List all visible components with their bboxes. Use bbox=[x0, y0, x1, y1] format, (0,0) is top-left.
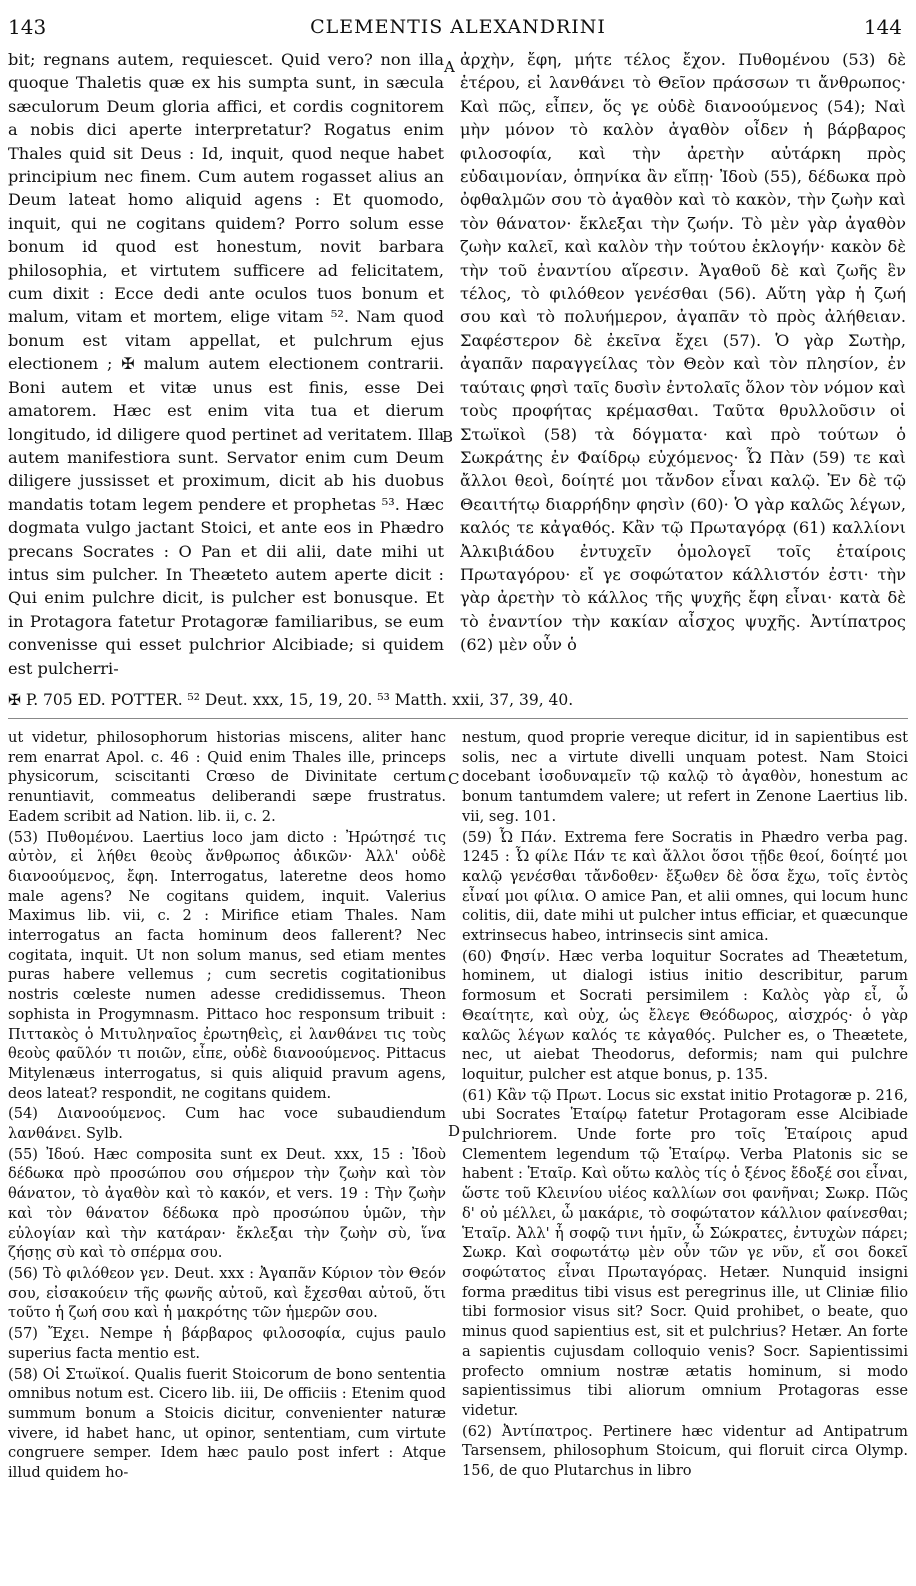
note-paragraph: (59) Ὦ Πάν. Extrema fere Socratis in Phædro verba pag. 1245 : Ὦ φίλε Πάν τε καὶ ἄλλοι ὅσοι τῇδε θεοί, δοίητέ μοι καλῷ γενέσθαι τἄνδοθεν· ἔξωθεν δὲ ὅσα ἔχω, τοῖς ἐντὸς εἶναί μοι φίλια. O amice Pan, et alii omnes, qui locum hunc colitis, dii, date mihi ut pulcher intus efficiar, et quæcunque extrinsecus habeo, intrinsecis sint amica. bbox=[462, 828, 908, 945]
notes-right-column bbox=[462, 728, 908, 1482]
note-paragraph: ut videtur, philosophorum historias miscens, aliter hanc rem enarrat Apol. c. 46 : Quid enim Thales ille, princeps physicorum, sciscitanti Crœso de Divinitate certum renuntiavit, commeatus deliberandi sæpe frustratus. Eadem scribit ad Nation. lib. ii, c. 2. bbox=[8, 729, 446, 825]
note-paragraph: (62) Ἀντίπατρος. Pertinere hæc videntur ad Antipatrum Tarsensem, philosophum Stoicum, qui floruit circa Olymp. 156, de quo Plutarchus in libro bbox=[462, 1422, 908, 1480]
note-paragraph: (56) Τὸ φιλόθεον γεν. Deut. xxx : Ἀγαπᾶν Κύριον τὸν Θεόν σου, εἰσακούειν τῆς φωνῆς αὐτοῦ, καὶ ἔχεσθαι αὐτοῦ, ὅτι τοῦτο ἡ ζωή σου καὶ ἡ μακρότης τῶν ἡμερῶν σου. bbox=[8, 1264, 446, 1322]
greek-main-column bbox=[460, 48, 906, 657]
margin-siglum-d: D bbox=[448, 1122, 461, 1140]
notes-divider bbox=[8, 718, 908, 719]
note-paragraph: (61) Κἂν τῷ Πρωτ. Locus sic exstat initio Protagoræ p. 216, ubi Socrates Ἑταίρῳ fatetur Protagoram esse Alcibiade pulchriorem. Unde forte pro τοῖς Ἑταίροις apud Clementem legendum τῷ Ἑταίρῳ. Verba Platonis sic se habent : Ἑταῖρ. Καὶ οὕτω καλὸς τίς ὁ ξένος ἔδοξέ σοι εἶναι, ὥστε τοῦ Κλεινίου υἱέος καλλίων σοι φανῆναι; Σωκρ. Πῶς δ' οὐ μέλλει, ὦ μακάριε, τὸ σοφώτατον κάλλιον φαίνεσθαι; Ἑταῖρ. Ἀλλ' ἦ σοφῷ τινι ἡμῖν, ὦ Σώκρατες, ἐντυχὼν πάρει; Σωκρ. Καὶ σοφωτάτῳ μὲν οὖν τῶν γε νῦν, εἴ σοι δοκεῖ σοφώτατος εἶναι Πρωταγόρας. Hetær. Nunquid insigni forma præditus tibi visus est peregrinus ille, ut Cliniæ filio tibi formosior visus sit? Socr. Quid prohibet, o beate, quo minus quod sapientius est, sit et pulchrius? Hetær. An forte a sapientis cujusdam colloquio venis? Socr. Sapientissimi profecto omnium nostræ ætatis hominum, si modo sapientissimus tibi aliorum omnium Protagoras esse videtur. bbox=[462, 1086, 908, 1419]
note-paragraph: (57) Ἔχει. Nempe ἡ βάρβαρος φιλοσοφία, cujus paulo superius facta mentio est. bbox=[8, 1325, 446, 1362]
note-paragraph: (54) Διανοούμενος. Cum hac voce subaudiendum λανθάνει. Sylb. bbox=[8, 1105, 446, 1143]
note-paragraph: nestum, quod proprie vereque dicitur, id in sapientibus est solis, nec a virtute divelli unquam potest. Nam Stoici docebant ἰσοδυναμεῖν τῷ καλῷ τὸ ἀγαθὸν, honestum ac bonum tantumdem valere; ut refert in Zenone Laertius lib. vii, seg. 101. bbox=[462, 729, 908, 825]
note-paragraph: (60) Φησίν. Hæc verba loquitur Socrates ad Theætetum, hominem, ut dialogi istius initio describitur, parum formosum et Socrati persimilem : Καλὸς γὰρ εἶ, ὦ Θεαίτητε, καὶ οὐχ, ὡς ἔλεγε Θεόδωρος, αἰσχρός· ὁ γὰρ καλῶς λέγων καλός τε κἀγαθός. Pulcher es, o Theætete, nec, ut aiebat Theodorus, deformis; nam qui pulchre loquitur, pulcher est atque bonus, p. 135. bbox=[462, 947, 908, 1083]
page-number-right: 144 bbox=[863, 15, 902, 39]
margin-siglum-a: A bbox=[444, 58, 455, 76]
footnote-references: ✠ P. 705 ED. POTTER. ⁵² Deut. xxx, 15, 19, 20. ⁵³ Matth. xxii, 37, 39, 40. bbox=[8, 691, 574, 709]
running-title: CLEMENTIS ALEXANDRINI bbox=[310, 16, 606, 38]
latin-main-column bbox=[8, 48, 444, 680]
margin-siglum-b: B bbox=[442, 428, 454, 446]
note-paragraph: (53) Πυθομένου. Laertius loco jam dicto : Ἠρώτησέ τις αὐτὸν, εἰ λήθει θεοὺς ἄνθρωπος ἀδικῶν· Ἀλλ' οὐδὲ διανοούμενος, ἔφη. Interrogatus, lateretne deos homo male agens? Ne cogitans quidem, inquit. Valerius Maximus lib. vii, c. 2 : Mirifice etiam Thales. Nam interrogatus an facta hominum deos fallerent? Nec cogitata, inquit. Ut non solum manus, sed etiam mentes puras habere vellemus ; cum secretis cogitationibus nostris cœleste numen adesse credidissemus. Theon sophista in Progymnasm. Pittaco hoc responsum tribuit : Πιττακὸς ὁ Μιτυληναῖος ἐρωτηθεὶς, εἰ λανθάνει τις τοὺς θεοὺς φαῦλόν τι ποιῶν, εἶπε, οὐδὲ διανοούμενος. Pittacus Mitylenæus interrogatus, si quis aliquid pravum agens, deos lateat? respondit, ne cogitans quidem. bbox=[8, 828, 446, 1102]
note-paragraph: (58) Οἱ Στωϊκοί. Qualis fuerit Stoicorum de bono sententia omnibus notum est. Cicero lib. iii, De officiis : Etenim quod summum bonum a Stoicis dicitur, convenienter naturæ vivere, id habet hanc, ut opinor, sententiam, cum virtute congruere semper. Idem hæc paulo post infert : Atque illud quidem ho- bbox=[8, 1365, 446, 1482]
page-number-left: 143 bbox=[8, 15, 47, 39]
page-header bbox=[0, 14, 916, 44]
greek-main-text: ἀρχὴν, ἔφη, μήτε τέλος ἔχον. Πυθομένου (53) δὲ ἑτέρου, εἰ λανθάνει τὸ Θεῖον πράσσων τι ἄνθρωπος· Καὶ πῶς, εἶπεν, ὅς γε οὐδὲ διανοούμενος (54); Ναὶ μὴν μόνον τὸ καλὸν ἀγαθὸν οἶδεν ἡ βάρβαρος φιλοσοφία, καὶ τὴν ἀρετὴν αὐτάρκη πρὸς εὐδαιμονίαν, ὁπηνίκα ἂν εἴπῃ· Ἰδοὺ (55), δέδωκα πρὸ ὀφθαλμῶν σου τὸ ἀγαθὸν καὶ τὸ κακὸν, τὴν ζωὴν καὶ τὸν θάνατον· ἔκλεξαι τὴν ζωήν. Τὸ μὲν γὰρ ἀγαθὸν ζωὴν καλεῖ, καὶ καλὸν τὴν τούτου ἐκλογήν· κακὸν δὲ τὴν τοῦ ἐναντίου αἵρεσιν. Ἀγαθοῦ δὲ καὶ ζωῆς ἓν τέλος, τὸ φιλόθεον γενέσθαι (56). Αὕτη γὰρ ἡ ζωή σου καὶ τὸ πολυήμερον, ἀγαπᾶν τὸ πρὸς ἀλήθειαν. Σαφέστερον δὲ ἐκεῖνα ἔχει (57). Ὁ γὰρ Σωτὴρ, ἀγαπᾶν παραγγείλας τὸν Θεὸν καὶ τὸν πλησίον, ἐν ταύταις φησὶ ταῖς δυσὶν ἐντολαῖς ὅλον τὸν νόμον καὶ τοὺς προφήτας κρέμασθαι. Ταῦτα θρυλλοῦσιν οἱ Στωϊκοὶ (58) τὰ δόγματα· καὶ πρὸ τούτων ὁ Σωκράτης ἐν Φαίδρῳ εὐχόμενος· Ὦ Πὰν (59) τε καὶ ἄλλοι θεοὶ, δοίητέ μοι τἄνδον εἶναι καλῷ. Ἐν δὲ τῷ Θεαιτήτῳ διαρρήδην φησὶν (60)· Ὁ γὰρ καλῶς λέγων, καλός τε κἀγαθός. Κἂν τῷ Πρωταγόρᾳ (61) καλλίονι Ἀλκιβιάδου ἐντυχεῖν ὁμολογεῖ τοῖς ἑταίροις Πρωταγόρου· εἴ γε σοφώτατον κάλλιστόν ἐστι· τὴν γὰρ ἀρετὴν τὸ κάλλος τῆς ψυχῆς ἔφη εἶναι· κατὰ δὲ τὸ ἐναντίον τὴν κακίαν αἶσχος ψυχῆς. Ἀντίπατρος (62) μὲν οὖν ὁ bbox=[460, 50, 906, 655]
notes-left-column bbox=[8, 728, 446, 1484]
latin-main-text: bit; regnans autem, requiescet. Quid vero? non illa quoque Thaletis quæ ex his sumpta sunt, in sæcula sæculorum Deum gloria affici, et cordis cognitorem a nobis dici aperte interpretatur? Rogatus enim Thales quid sit Deus : Id, inquit, quod neque habet principium nec finem. Cum autem rogasset alius an Deum lateat homo aliquid agens : Et quomodo, inquit, qui ne cogitans quidem? Porro solum esse bonum id quod est honestum, novit barbara philosophia, et virtutem sufficere ad felicitatem, cum dixit : Ecce dedi ante oculos tuos bonum et malum, vitam et mortem, elige vitam ⁵². Nam quod bonum est vitam appellat, et pulchrum ejus electionem ; ✠ malum autem electionem contrarii. Boni autem et vitæ unus est finis, esse Dei amatorem. Hæc est enim vita tua et dierum longitudo, id diligere quod pertinet ad veritatem. Illa autem manifestiora sunt. Servator enim cum Deum diligere jussisset et proximum, dicit ab his duobus mandatis totam legem pendere et prophetas ⁵³. Hæc dogmata vulgo jactant Stoici, et ante eos in Phædro precans Socrates : O Pan et dii alii, date mihi ut intus sim pulcher. In Theæteto autem aperte dicit : Qui enim pulchre dicit, is pulcher est bonusque. Et in Protagora fatetur Protagoræ familiaribus, se eum convenisse qui esset pulchrior Alcibiade; si quidem est pulcherri- bbox=[8, 50, 444, 678]
margin-siglum-c: C bbox=[448, 770, 460, 788]
note-paragraph: (55) Ἰδού. Hæc composita sunt ex Deut. xxx, 15 : Ἰδοὺ δέδωκα πρὸ προσώπου σου σήμερον τὴν ζωὴν καὶ τὸν θάνατον, τὸ ἀγαθὸν καὶ τὸ κακόν, et vers. 19 : Τὴν ζωὴν καὶ τὸν θάνατον δέδωκα πρὸ προσώπου ὑμῶν, τὴν εὐλογίαν καὶ τὴν κατάραν· ἔκλεξαι τὴν ζωὴν σὺ, ἵνα ζήσῃς σὺ καὶ τὸ σπέρμα σου. bbox=[8, 1145, 446, 1262]
